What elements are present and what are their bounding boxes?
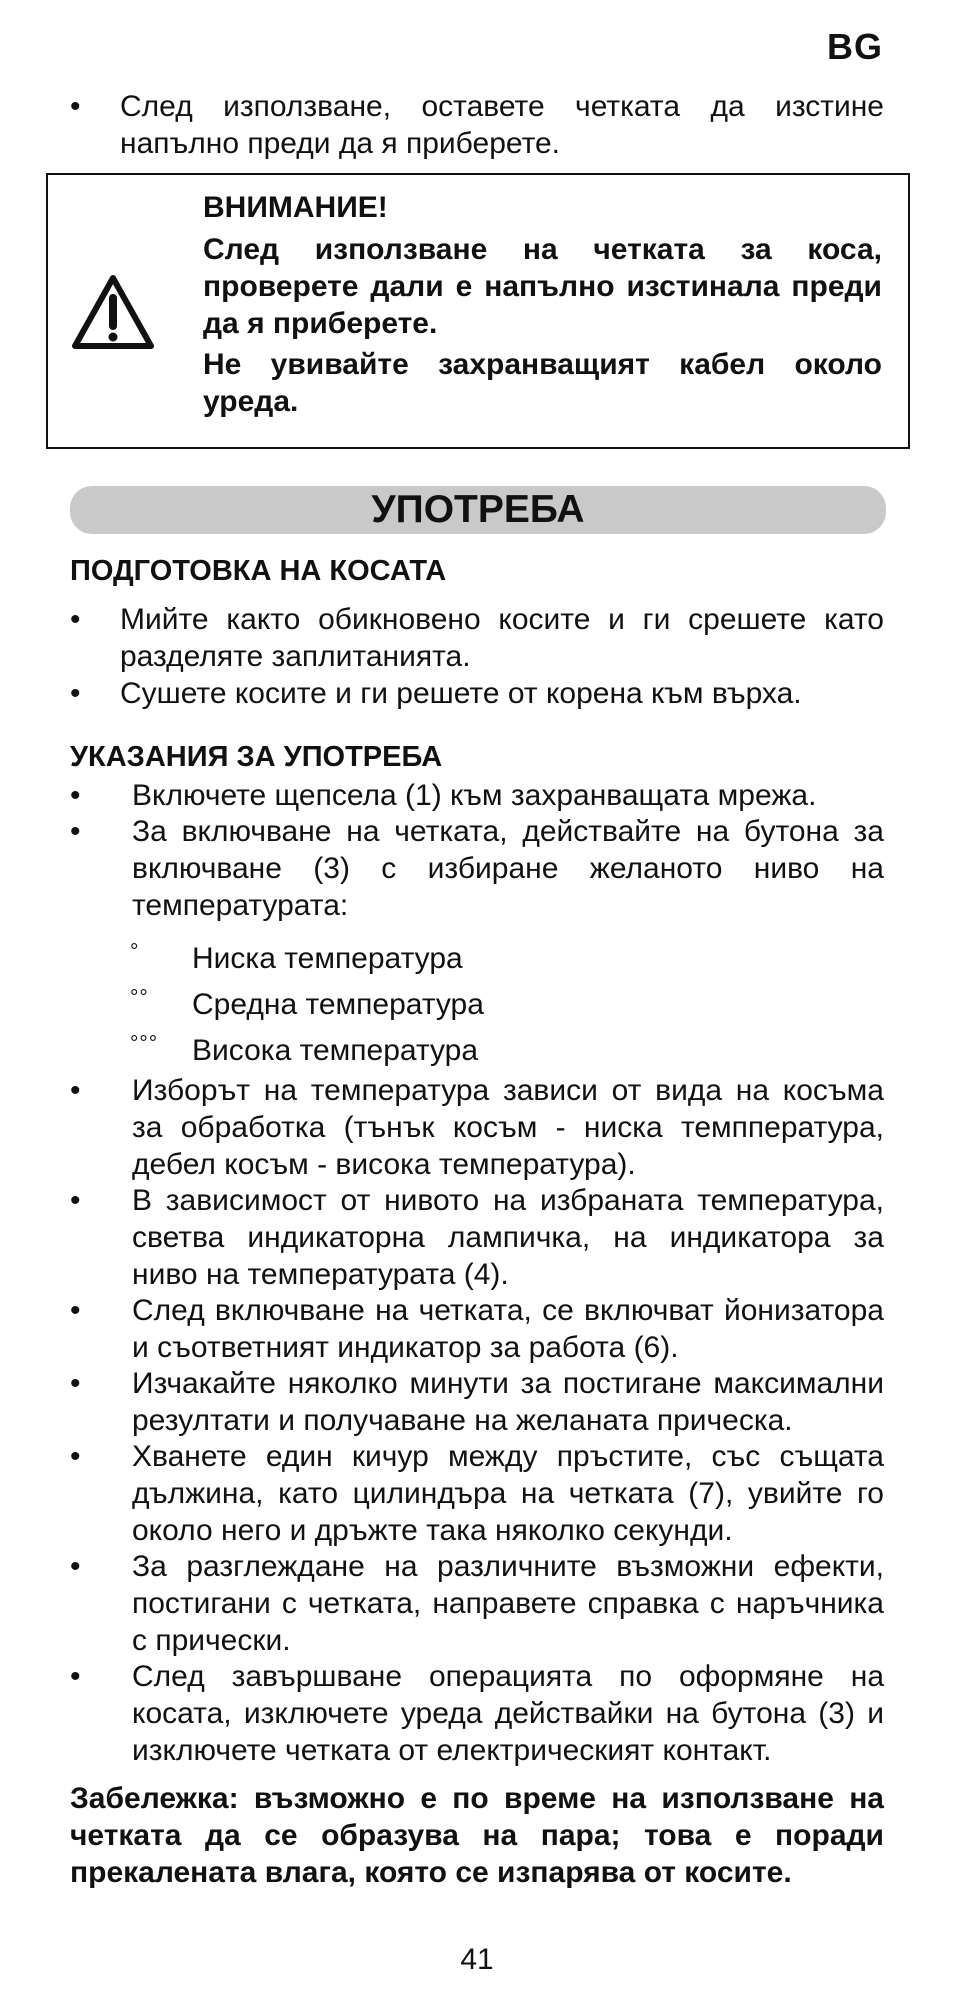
list-item — [70, 1365, 884, 1439]
list-item — [70, 1292, 884, 1366]
list-item — [70, 1072, 884, 1183]
list-item-text: Изборът на температура зависи от вида на косъма за обработка (тънък косъм - ниска темппература, дебел косъм - висока температура). — [132, 1074, 884, 1181]
list-item-text: Изчакайте няколко минути за постигане максимални резултати и получаване на желаната прическа. — [132, 1367, 884, 1437]
list-item — [70, 1548, 884, 1659]
warning-triangle-icon — [71, 274, 155, 350]
section-title: УПОТРЕБА — [371, 488, 585, 531]
list-item — [70, 88, 884, 162]
warning-text: Не увивайте захранващият кабел около уреда. — [203, 348, 882, 418]
warning-box — [46, 173, 910, 449]
list-item — [70, 601, 884, 675]
bullet-icon: • — [70, 1550, 81, 1583]
list-item-text: За включване на четката, действайте на бутона за включване (3) с избиране желаното ниво на температурата: — [132, 815, 884, 922]
list-item-text: Сушете косите и ги решете от корена към върха. — [120, 677, 802, 710]
bullet-icon: • — [70, 1367, 81, 1400]
temperature-symbol: °°° — [130, 1032, 159, 1055]
warning-title: ВНИМАНИЕ! — [203, 191, 388, 224]
warning-text: След използване на четката за коса, проверете дали е напълно изстинала преди да я приберете. — [203, 233, 882, 340]
section-banner — [70, 486, 886, 534]
list-item — [70, 1658, 884, 1769]
list-item — [70, 777, 884, 814]
bullet-icon: • — [70, 1660, 81, 1693]
temperature-label: Ниска температура — [192, 942, 463, 975]
temperature-option — [130, 1025, 478, 1069]
bullet-icon: • — [70, 779, 81, 812]
list-item — [70, 813, 884, 924]
language-code: BG — [827, 26, 883, 67]
section-heading: УКАЗАНИЯ ЗА УПОТРЕБА — [70, 741, 443, 773]
bullet-icon: • — [70, 1184, 81, 1217]
bullet-icon: • — [70, 603, 81, 636]
bullet-icon: • — [70, 1294, 81, 1327]
page-number: 41 — [460, 1943, 494, 1976]
list-item-text: След използване, оставете четката да изстине напълно преди да я приберете. — [120, 90, 884, 160]
bullet-icon: • — [70, 1074, 81, 1107]
bullet-icon: • — [70, 1440, 81, 1473]
temperature-option — [130, 979, 484, 1023]
bullet-icon: • — [70, 677, 81, 710]
temperature-symbol: ° — [130, 940, 140, 963]
list-item-text: За разглеждане на различните възможни ефекти, постигани с четката, направете справка с наръчника с прически. — [132, 1550, 884, 1657]
list-item-text: Хванете един кичур между пръстите, със същата дължина, като цилиндъра на четката (7), увийте го около него и дръжте така няколко секунди. — [132, 1440, 884, 1547]
list-item-text: Мийте както обикновено косите и ги срешете като разделяте заплитанията. — [120, 603, 884, 673]
list-item-text: В зависимост от нивото на избраната температура, светва индикаторна лампичка, на индикатора за ниво на температурата (4). — [132, 1184, 884, 1291]
list-item — [70, 1182, 884, 1293]
list-item-text: Включете щепсела (1) към захранващата мрежа. — [132, 779, 817, 812]
list-item-text: След завършване операцията по оформяне на косата, изключете уреда действайки на бутона (3) и изключете четката от електрическият контакт. — [132, 1660, 884, 1767]
list-item — [70, 1438, 884, 1549]
note-text: Забележка: възможно е по време на използване на четката да се образува на пара; това е поради прекалената влага, която се изпарява от косите. — [70, 1782, 884, 1889]
temperature-option — [130, 933, 463, 977]
bullet-icon: • — [70, 815, 81, 848]
temperature-label: Средна температура — [192, 988, 484, 1021]
list-item — [70, 675, 884, 712]
section-heading: ПОДГОТОВКА НА КОСАТА — [70, 555, 447, 587]
temperature-symbol: °° — [130, 986, 149, 1009]
list-item-text: След включване на четката, се включват йонизатора и съответният индикатор за работа (6). — [132, 1294, 884, 1364]
temperature-label: Висока температура — [192, 1034, 479, 1067]
bullet-icon: • — [70, 90, 81, 123]
